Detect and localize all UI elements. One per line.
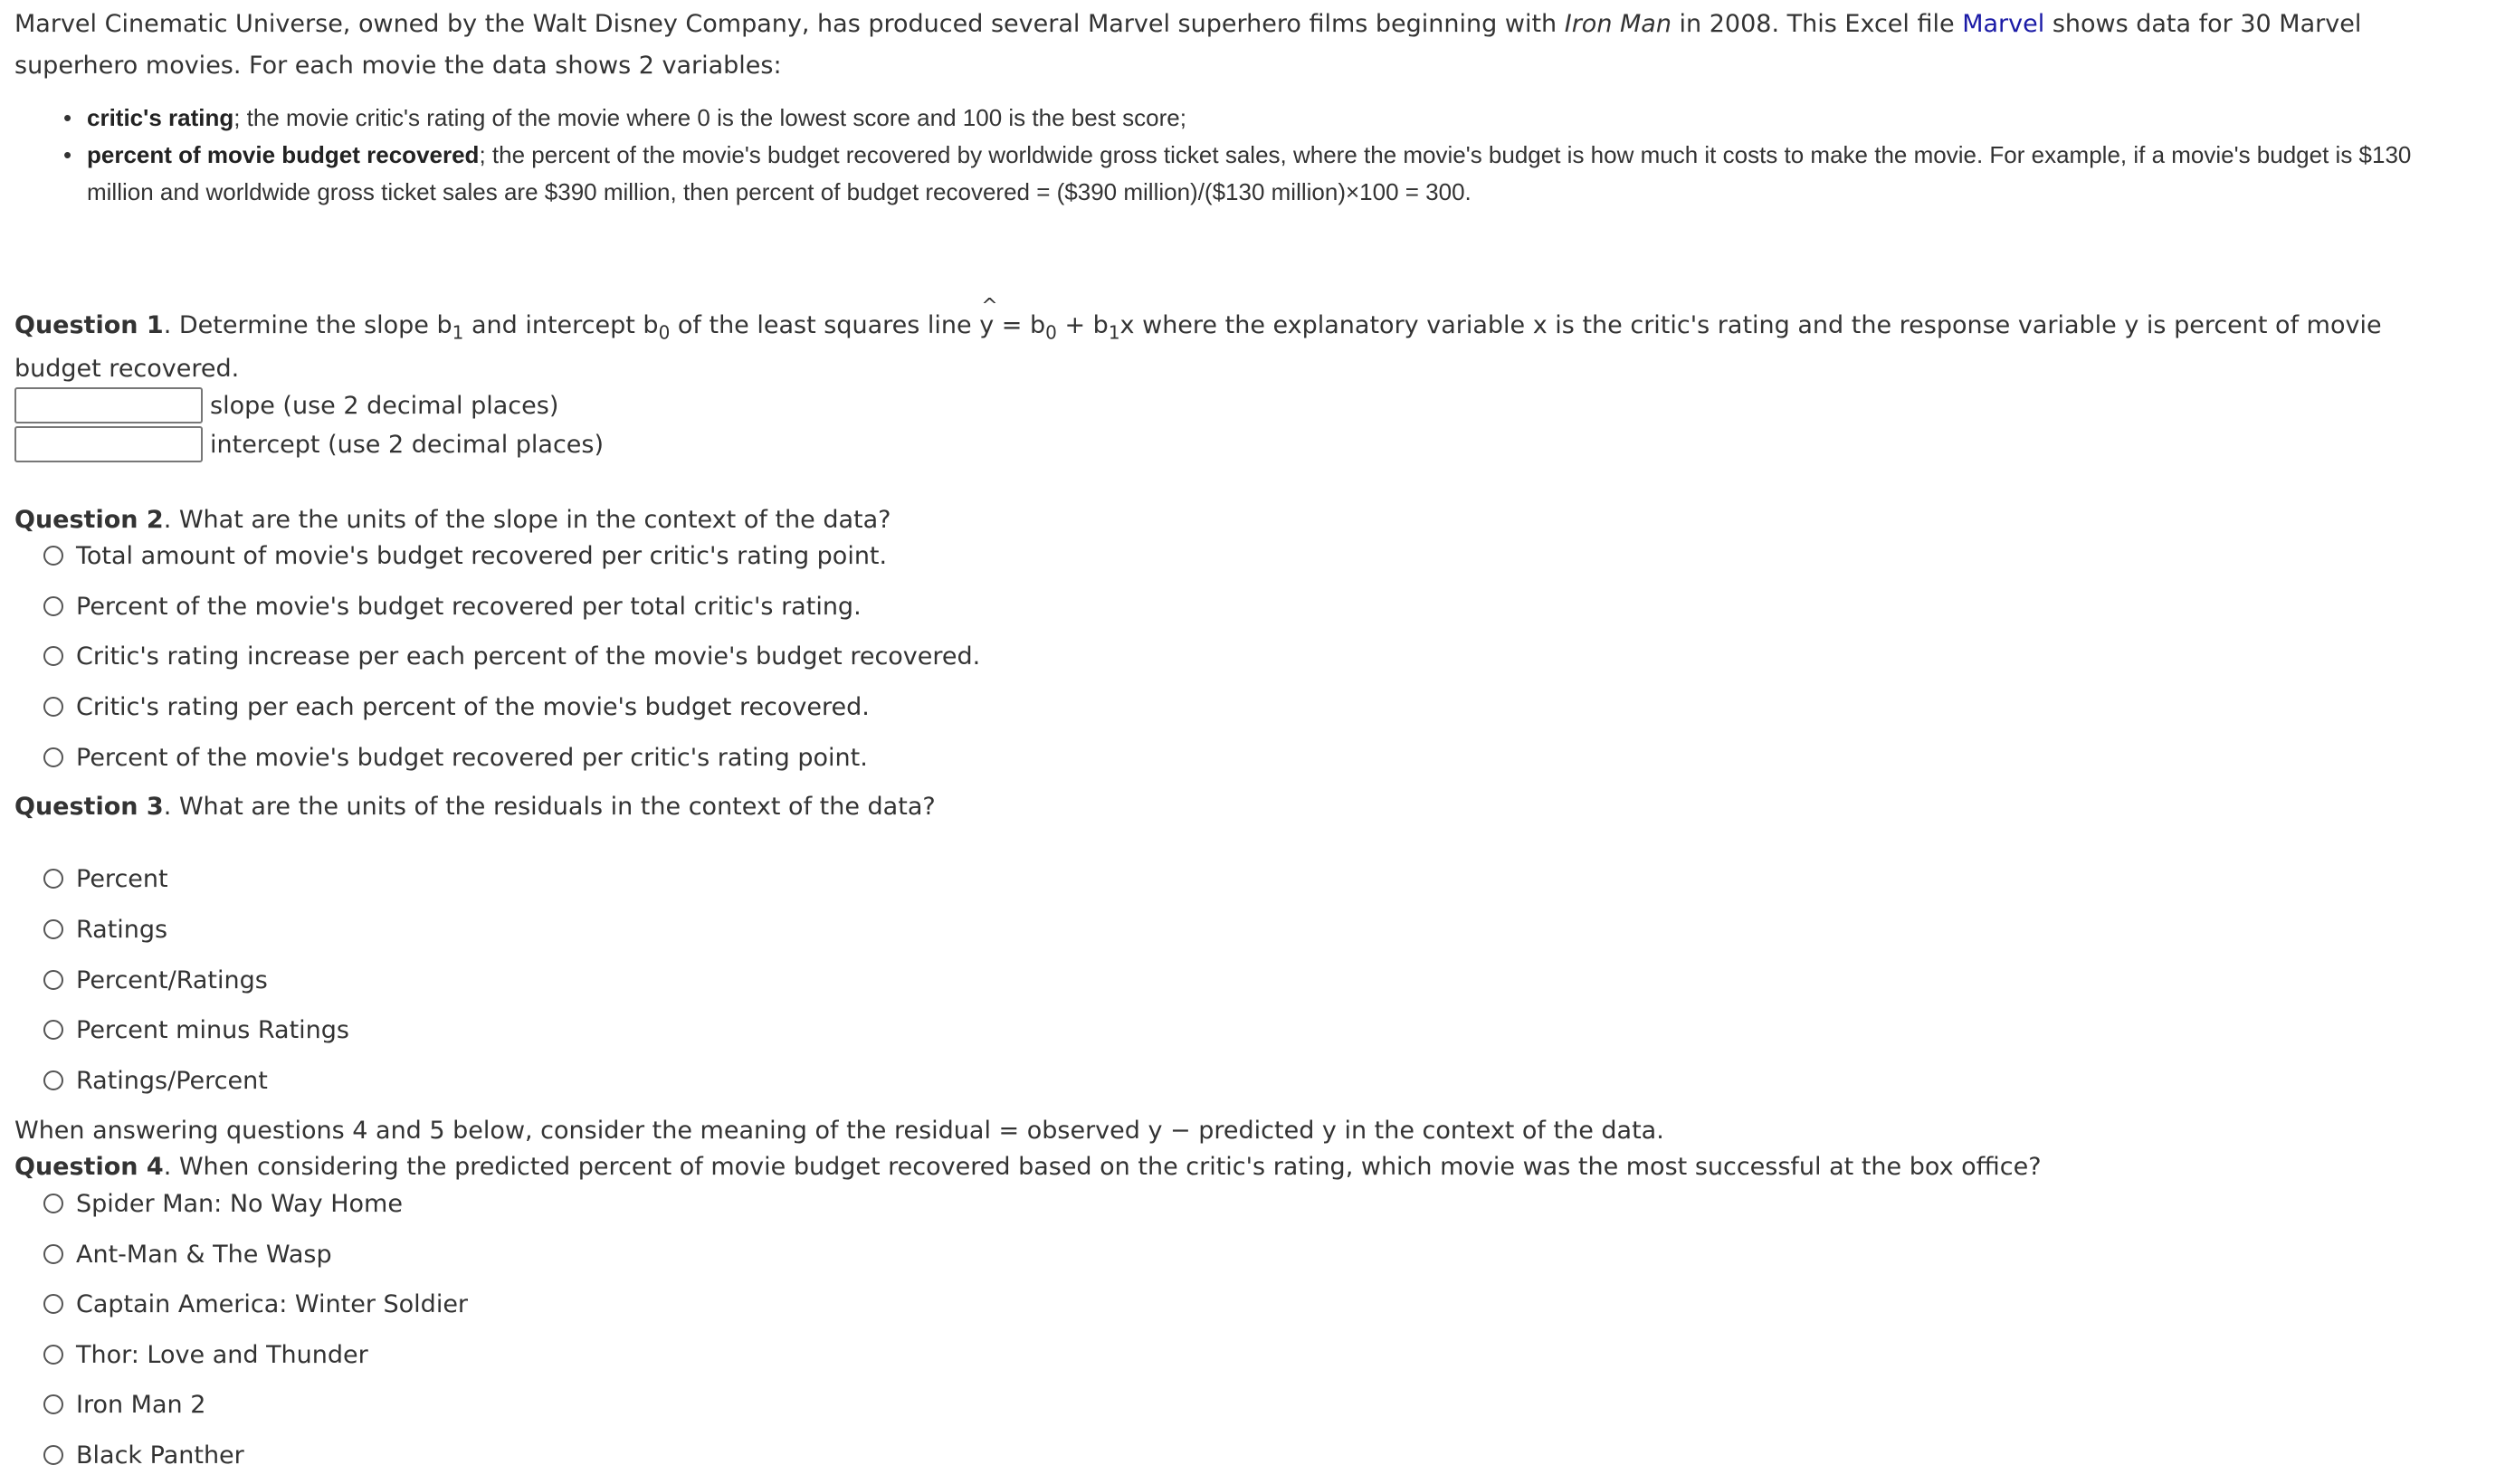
option-label: Critic's rating per each percent of the movie's budget recovered. bbox=[76, 692, 870, 721]
radio-button[interactable] bbox=[43, 869, 63, 889]
q1-text: = b bbox=[994, 311, 1046, 339]
variable-item-budget-recovered bbox=[62, 137, 2433, 211]
q1-text: . Determine the slope b bbox=[163, 311, 452, 339]
option-label: Black Panther bbox=[76, 1441, 244, 1470]
q1-subscript: 0 bbox=[658, 321, 671, 344]
q1-text: and intercept b bbox=[463, 311, 659, 339]
q2-option-5[interactable] bbox=[43, 739, 868, 775]
intro-text-2: in 2008. This Excel file bbox=[1671, 10, 1963, 38]
marvel-file-link[interactable]: Marvel bbox=[1962, 10, 2045, 38]
radio-button[interactable] bbox=[43, 646, 63, 666]
radio-button[interactable] bbox=[43, 1070, 63, 1090]
variable-term: critic's rating bbox=[87, 104, 234, 131]
option-label: Total amount of movie's budget recovered per critic's rating point. bbox=[76, 541, 888, 570]
q3-option-5[interactable] bbox=[43, 1062, 268, 1099]
intro-paragraph bbox=[14, 4, 2458, 87]
option-label: Percent of the movie's budget recovered per total critic's rating. bbox=[76, 592, 862, 621]
option-label: Iron Man 2 bbox=[76, 1390, 206, 1419]
option-label: Ratings/Percent bbox=[76, 1066, 268, 1095]
q4-option-6[interactable] bbox=[43, 1437, 244, 1473]
q1-subscript: 1 bbox=[1108, 321, 1120, 344]
q4-option-2[interactable] bbox=[43, 1236, 332, 1272]
q3-option-1[interactable] bbox=[43, 861, 168, 897]
question-3-text bbox=[14, 789, 2458, 825]
question-3-label: Question 3 bbox=[14, 793, 164, 821]
q1-text: of the least squares line bbox=[670, 311, 980, 339]
radio-button[interactable] bbox=[43, 1394, 63, 1414]
option-label: Captain America: Winter Soldier bbox=[76, 1289, 469, 1318]
intro-text-3: shows data for 30 Marvel superhero movies. For each movie the data shows 2 variables: bbox=[14, 10, 2362, 80]
option-label: Critic's rating increase per each percent of the movie's budget recovered. bbox=[76, 642, 981, 671]
option-label: Percent/Ratings bbox=[76, 966, 268, 994]
radio-button[interactable] bbox=[43, 970, 63, 990]
option-label: Spider Man: No Way Home bbox=[76, 1189, 403, 1218]
q2-option-2[interactable] bbox=[43, 588, 862, 624]
radio-button[interactable] bbox=[43, 919, 63, 939]
q3-option-2[interactable] bbox=[43, 911, 167, 947]
question-2-text bbox=[14, 502, 2458, 538]
q1-subscript: 0 bbox=[1045, 321, 1057, 344]
radio-button[interactable] bbox=[43, 1244, 63, 1264]
q4-option-4[interactable] bbox=[43, 1337, 368, 1373]
variable-description: ; the percent of the movie's budget recovered by worldwide gross ticket sales, where the movie's budget is how much it costs to make the movie. For example, if a movie's budget is $130 million and worldwide gross ticket sales are $390 million, then percent of budget recovered = ($390 million)/($130 million)×100 = 300. bbox=[87, 141, 2412, 205]
intro-text-1: Marvel Cinematic Universe, owned by the Walt Disney Company, has produced several Marvel superhero films beginning with bbox=[14, 10, 1565, 38]
slope-input[interactable] bbox=[14, 387, 203, 423]
hat-mark: ^ bbox=[981, 295, 998, 318]
option-label: Ratings bbox=[76, 915, 168, 944]
radio-button[interactable] bbox=[43, 1294, 63, 1314]
option-label: Percent minus Ratings bbox=[76, 1015, 349, 1044]
q1-text: + b bbox=[1056, 311, 1109, 339]
option-label: Percent bbox=[76, 864, 168, 893]
y-hat-symbol bbox=[979, 295, 998, 347]
intercept-row bbox=[14, 424, 604, 464]
q4-option-1[interactable] bbox=[43, 1185, 403, 1222]
question-2-label: Question 2 bbox=[14, 506, 164, 534]
q2-option-3[interactable] bbox=[43, 638, 980, 674]
question-1-text bbox=[14, 295, 2458, 391]
bullet-dot: • bbox=[63, 141, 72, 168]
radio-button[interactable] bbox=[43, 1020, 63, 1040]
residual-note: When answering questions 4 and 5 below, consider the meaning of the residual = observed y − predicted y in the context of the data. bbox=[14, 1117, 1664, 1145]
radio-button[interactable] bbox=[43, 1194, 63, 1213]
q2-option-4[interactable] bbox=[43, 689, 870, 725]
question-4-text bbox=[14, 1149, 2458, 1185]
radio-button[interactable] bbox=[43, 697, 63, 717]
q2-option-1[interactable] bbox=[43, 537, 887, 574]
y-letter: y bbox=[979, 311, 995, 339]
radio-button[interactable] bbox=[43, 546, 63, 566]
q4-option-3[interactable] bbox=[43, 1286, 468, 1322]
variable-term: percent of movie budget recovered bbox=[87, 141, 480, 168]
q3-option-4[interactable] bbox=[43, 1012, 349, 1048]
intercept-label: intercept (use 2 decimal places) bbox=[210, 430, 605, 459]
question-3-prompt: . What are the units of the residuals in the context of the data? bbox=[163, 793, 936, 821]
bullet-dot: • bbox=[63, 104, 72, 131]
radio-button[interactable] bbox=[43, 596, 63, 616]
intercept-input[interactable] bbox=[14, 426, 203, 462]
q1-text: x where the explanatory variable x is the critic's rating and the response variable y is percent of movie budget recovered. bbox=[14, 311, 2382, 383]
radio-button[interactable] bbox=[43, 1445, 63, 1465]
question-2-prompt: . What are the units of the slope in the context of the data? bbox=[163, 506, 891, 534]
intro-italic-title: Iron Man bbox=[1564, 10, 1672, 38]
variables-list bbox=[62, 100, 2433, 211]
option-label: Percent of the movie's budget recovered per critic's rating point. bbox=[76, 743, 868, 772]
question-4-prompt: . When considering the predicted percent of movie budget recovered based on the critic's rating, which movie was the most successful at the box office? bbox=[163, 1153, 2042, 1181]
variable-item-critics-rating bbox=[62, 100, 2433, 137]
slope-row bbox=[14, 385, 558, 425]
q3-option-3[interactable] bbox=[43, 962, 268, 998]
variable-description: ; the movie critic's rating of the movie where 0 is the lowest score and 100 is the best score; bbox=[233, 104, 1186, 131]
slope-label: slope (use 2 decimal places) bbox=[210, 391, 559, 420]
radio-button[interactable] bbox=[43, 1345, 63, 1365]
q4-option-5[interactable] bbox=[43, 1386, 205, 1422]
question-4-label: Question 4 bbox=[14, 1153, 164, 1181]
radio-button[interactable] bbox=[43, 747, 63, 767]
q1-subscript: 1 bbox=[452, 321, 464, 344]
option-label: Thor: Love and Thunder bbox=[76, 1340, 368, 1369]
question-1-label: Question 1 bbox=[14, 311, 164, 339]
option-label: Ant-Man & The Wasp bbox=[76, 1240, 332, 1269]
